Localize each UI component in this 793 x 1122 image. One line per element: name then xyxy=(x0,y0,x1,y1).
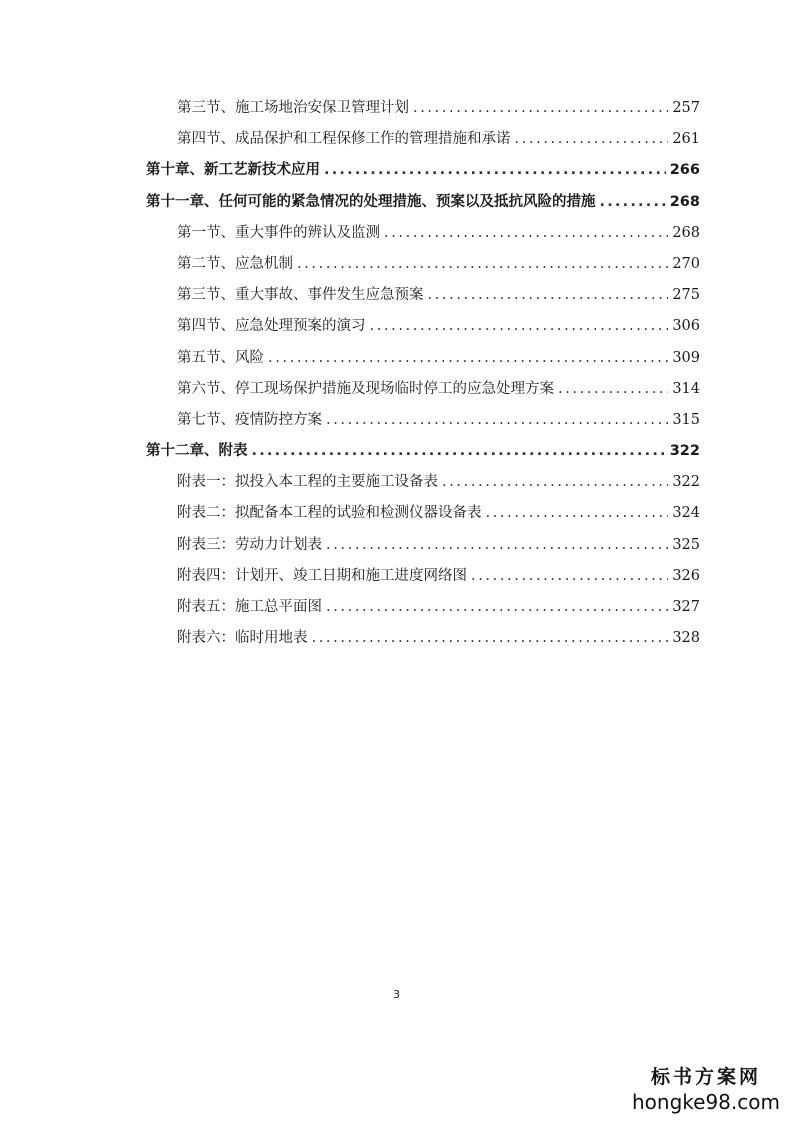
toc-chapter-entry[interactable] xyxy=(0,155,793,186)
toc-dot-leader xyxy=(326,592,668,623)
toc-entry[interactable] xyxy=(0,343,793,374)
toc-entry[interactable] xyxy=(0,218,793,249)
table-of-contents xyxy=(0,93,793,654)
toc-entry-title: 附表五：施工总平面图 xyxy=(177,599,322,615)
toc-entry-page: 326 xyxy=(672,567,700,584)
toc-entry-title: 第五节、风险 xyxy=(177,349,264,366)
toc-entry-page: 327 xyxy=(672,599,700,615)
toc-entry-title: 第三节、重大事故、事件发生应急预案 xyxy=(177,287,424,304)
toc-dot-leader xyxy=(297,249,668,280)
toc-dot-leader xyxy=(428,280,669,311)
toc-entry-title: 第十章、新工艺新技术应用 xyxy=(146,162,320,179)
toc-entry-title: 附表四：计划开、竣工日期和施工进度网络图 xyxy=(177,567,467,584)
toc-entry-page: 306 xyxy=(672,318,700,335)
toc-entry-page: 266 xyxy=(669,162,700,179)
toc-entry-title: 第六节、停工现场保护措施及现场临时停工的应急处理方案 xyxy=(177,380,554,397)
toc-entry[interactable] xyxy=(0,561,793,592)
toc-dot-leader xyxy=(384,218,668,249)
toc-dot-leader xyxy=(268,343,668,374)
toc-entry[interactable] xyxy=(0,124,793,155)
toc-dot-leader xyxy=(486,498,669,529)
toc-entry-title: 第十二章、附表 xyxy=(146,443,248,460)
toc-dot-leader xyxy=(326,530,668,561)
toc-entry-title: 第四节、成品保护和工程保修工作的管理措施和承诺 xyxy=(177,131,511,148)
toc-dot-leader xyxy=(324,155,666,186)
toc-dot-leader xyxy=(370,311,669,342)
toc-entry-title: 第十一章、任何可能的紧急情况的处理措施、预案以及抵抗风险的措施 xyxy=(146,193,596,210)
toc-entry-page: 328 xyxy=(672,630,700,647)
page-number: 3 xyxy=(393,988,400,1001)
toc-entry-title: 第一节、重大事件的辨认及监测 xyxy=(177,224,380,241)
toc-entry[interactable] xyxy=(0,592,793,623)
toc-entry-title: 第三节、施工场地治安保卫管理计划 xyxy=(177,100,409,116)
toc-entry[interactable] xyxy=(0,374,793,405)
toc-entry-page: 322 xyxy=(669,443,700,460)
watermark-url: hongke98.com xyxy=(632,1090,780,1114)
toc-entry-page: 257 xyxy=(672,100,700,116)
toc-entry[interactable] xyxy=(0,623,793,654)
toc-dot-leader xyxy=(326,405,668,436)
toc-entry-title: 附表六：临时用地表 xyxy=(177,630,308,647)
toc-dot-leader xyxy=(442,467,668,498)
toc-entry[interactable] xyxy=(0,498,793,529)
toc-entry-page: 261 xyxy=(672,131,700,148)
toc-entry[interactable] xyxy=(0,530,793,561)
toc-entry[interactable] xyxy=(0,405,793,436)
toc-entry-title: 附表二：拟配备本工程的试验和检测仪器设备表 xyxy=(177,505,482,522)
toc-entry-title: 第七节、疫情防控方案 xyxy=(177,411,322,428)
toc-dot-leader xyxy=(312,623,669,654)
toc-entry-page: 275 xyxy=(672,287,700,304)
toc-entry-page: 268 xyxy=(669,193,700,210)
toc-dot-leader xyxy=(600,187,666,218)
watermark-site-name: 标书方案网 xyxy=(650,1066,761,1088)
toc-entry-page: 314 xyxy=(672,380,700,397)
toc-dot-leader xyxy=(413,93,668,124)
toc-entry[interactable] xyxy=(0,280,793,311)
toc-entry-page: 309 xyxy=(672,349,700,366)
toc-entry[interactable] xyxy=(0,249,793,280)
toc-entry-page: 268 xyxy=(672,224,700,241)
toc-entry-page: 325 xyxy=(672,536,700,553)
toc-entry-page: 324 xyxy=(672,505,700,522)
toc-dot-leader xyxy=(558,374,668,405)
toc-entry-page: 322 xyxy=(672,474,700,491)
toc-chapter-entry[interactable] xyxy=(0,187,793,218)
toc-entry-title: 附表一：拟投入本工程的主要施工设备表 xyxy=(177,474,438,491)
toc-dot-leader xyxy=(471,561,668,592)
toc-entry-title: 第二节、应急机制 xyxy=(177,255,293,272)
toc-dot-leader xyxy=(252,436,666,467)
toc-entry-page: 315 xyxy=(672,411,700,428)
toc-entry[interactable] xyxy=(0,93,793,124)
toc-dot-leader xyxy=(515,124,669,155)
toc-entry-title: 第四节、应急处理预案的演习 xyxy=(177,318,366,335)
toc-chapter-entry[interactable] xyxy=(0,436,793,467)
toc-entry-page: 270 xyxy=(672,255,700,272)
toc-entry-title: 附表三：劳动力计划表 xyxy=(177,536,322,553)
toc-entry[interactable] xyxy=(0,311,793,342)
watermark-logo xyxy=(631,1064,781,1114)
toc-entry[interactable] xyxy=(0,467,793,498)
